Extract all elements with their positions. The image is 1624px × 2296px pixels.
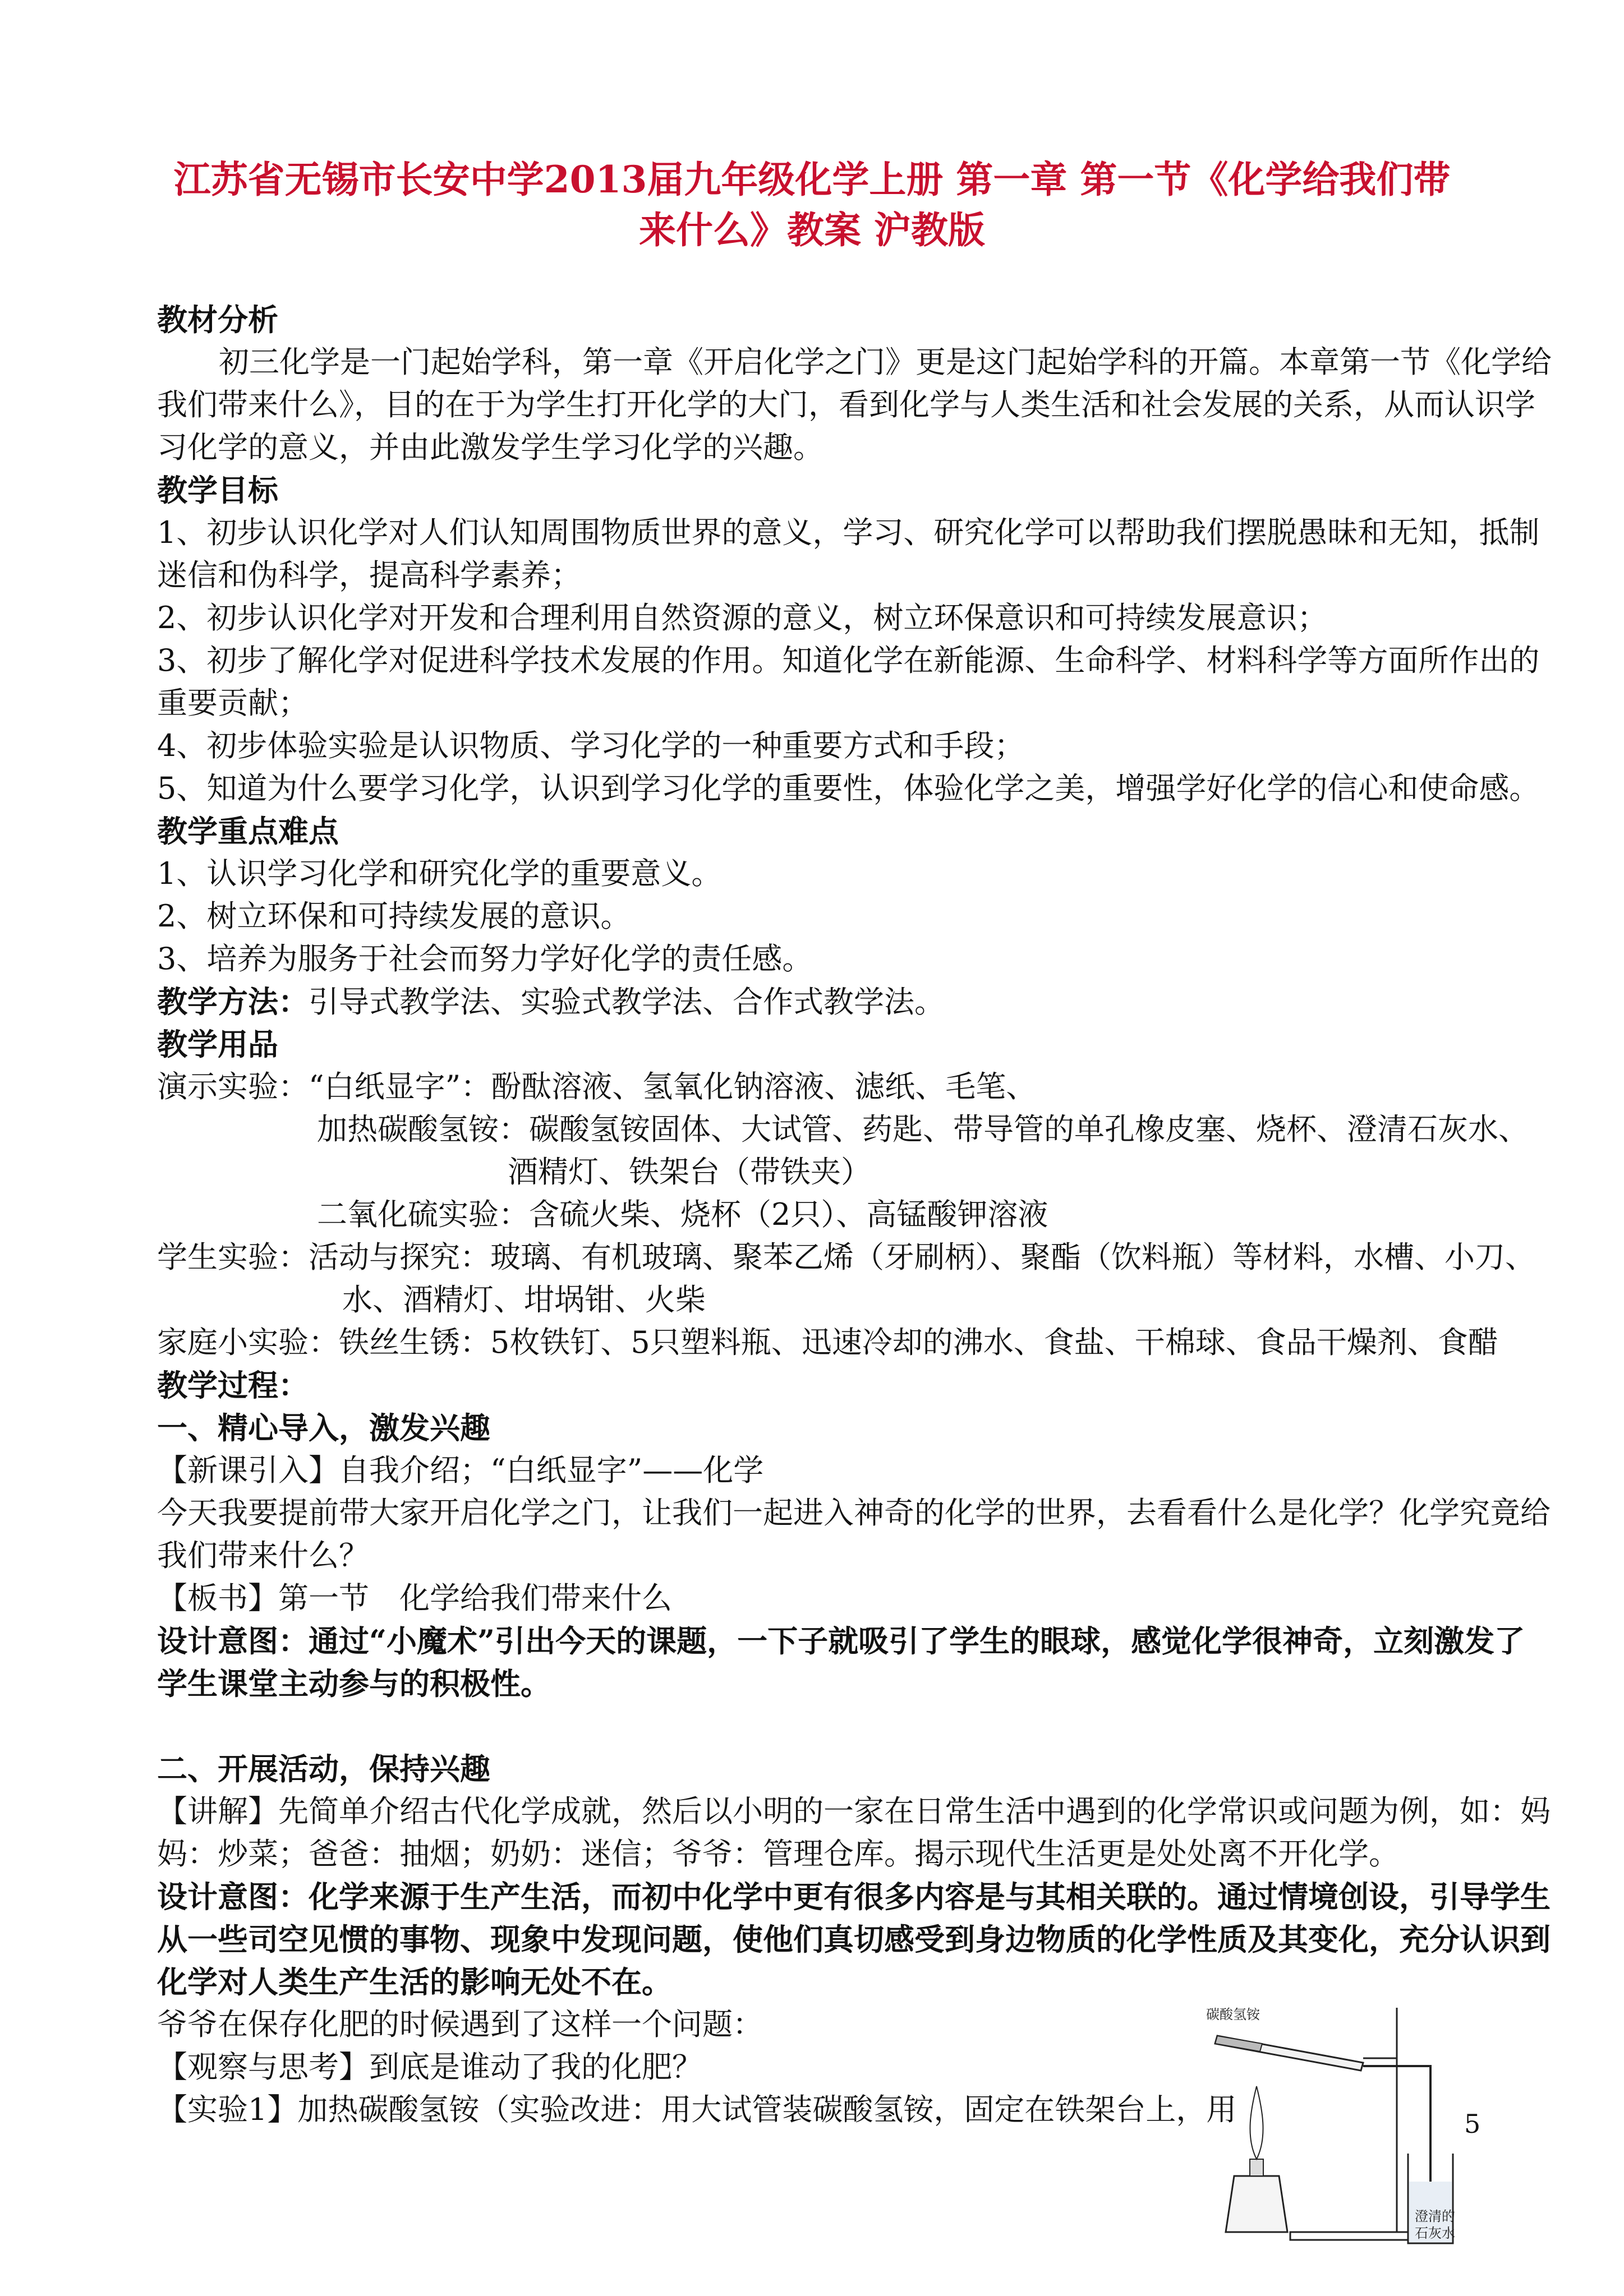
line-text-rest: 引导式教学法、实验式教学法、合作式教学法。: [309, 984, 945, 1020]
text-line: [157, 897, 631, 936]
line-text: 【新课引入】自我介绍；“白纸显字”——化学: [157, 1453, 764, 1488]
text-line: [157, 1323, 1498, 1362]
text-line: [157, 854, 721, 893]
line-text: 教学重点难点: [157, 813, 339, 849]
text-line: [157, 2090, 1236, 2129]
line-text: 我们带来什么？: [157, 1538, 369, 1573]
line-text: 4、初步体验实验是认识物质、学习化学的一种重要方式和手段；: [157, 728, 1025, 763]
text-line: [317, 1195, 1048, 1234]
text-line: [157, 641, 1539, 680]
line-text: 二氧化硫实验：含硫火柴、烧杯（2只）、高锰酸钾溶液: [317, 1197, 1048, 1232]
text-line: [157, 2048, 702, 2087]
line-text: 习化学的意义，并由此激发学生学习化学的兴趣。: [157, 430, 823, 465]
heading-line: [157, 471, 278, 510]
text-line: [157, 385, 1535, 425]
spirit-lamp: [1226, 2176, 1287, 2232]
heading-line: [157, 1749, 490, 1788]
page-number: 5: [1464, 2109, 1481, 2139]
heading-line: [157, 1621, 1525, 1661]
solid-sample: [1215, 2036, 1262, 2051]
line-text: 今天我要提前带大家开启化学之门，让我们一起进入神奇的化学的世界，去看看什么是化学？化学究竟给: [157, 1495, 1551, 1530]
text-line: [157, 1067, 1036, 1106]
line-text: 初三化学是一门起始学科，第一章《开启化学之门》更是这门起始学科的开篇。本章第一节《化学给: [219, 344, 1552, 380]
heading-line: [157, 982, 945, 1022]
line-text: 酒精灯、铁架台（带铁夹）: [508, 1154, 871, 1190]
text-line: [157, 1451, 763, 1490]
heading-line: [157, 300, 278, 339]
text-line: [157, 726, 1024, 766]
flame-icon: [1250, 2086, 1263, 2159]
line-text: 3、培养为服务于社会而努力学好化学的责任感。: [157, 941, 813, 976]
line-text: 重要贡献；: [157, 685, 309, 721]
text-line: [157, 1792, 1551, 1831]
line-text: 教学过程：: [157, 1367, 309, 1403]
line-text: 教学目标: [157, 472, 278, 508]
line-text: 学生课堂主动参与的积极性。: [157, 1666, 551, 1702]
text-line: [157, 2005, 763, 2044]
line-text: 妈：炒菜；爸爸：抽烟；奶奶：迷信；爷爷：管理仓库。揭示现代生活更是处处离不开化学。: [157, 1836, 1399, 1871]
line-text: 家庭小实验：铁丝生锈：5枚铁钉、5只塑料瓶、迅速冷却的沸水、食盐、干棉球、食品干燥剂、食醋: [157, 1325, 1498, 1360]
text-line: [157, 598, 1327, 638]
text-line: [508, 1152, 871, 1192]
heading-line: [157, 812, 339, 851]
line-text: 教学方法：: [157, 984, 309, 1020]
heading-line: [157, 1408, 490, 1447]
figure-label-limewater-1: 澄清的: [1415, 2209, 1455, 2224]
line-text: 【板书】第一节 化学给我们带来什么: [157, 1580, 672, 1616]
line-text: 3、初步了解化学对促进科学技术发展的作用。知道化学在新能源、生命科学、材料科学等方面所作出的: [157, 643, 1540, 678]
text-line: [157, 513, 1539, 552]
line-text: 水、酒精灯、坩埚钳、火柴: [342, 1282, 706, 1317]
heading-line: [157, 1962, 672, 2002]
text-line: [157, 1238, 1535, 1277]
text-line: [157, 1536, 369, 1575]
text-line: [157, 1579, 672, 1618]
figure-label-ammonium-bicarbonate: 碳酸氢铵: [1206, 2007, 1260, 2022]
line-text: 2、初步认识化学对开发和合理利用自然资源的意义，树立环保意识和可持续发展意识；: [157, 600, 1328, 635]
heading-line: [157, 1664, 551, 1703]
line-text: 我们带来什么》，目的在于为学生打开化学的大门，看到化学与人类生活和社会发展的关系，从而认识学: [157, 387, 1535, 422]
heading-line: [157, 1366, 309, 1405]
document-title-line-1: 江苏省无锡市长安中学2013届九年级化学上册 第一章 第一节《化学给我们带: [173, 158, 1451, 201]
figure-label-limewater-2: 石灰水: [1415, 2225, 1455, 2241]
line-text: 【实验1】加热碳酸氢铵（实验改进：用大试管装碳酸氢铵，固定在铁架台上，用: [157, 2092, 1237, 2127]
text-line: [342, 1280, 706, 1320]
line-text: 演示实验：“白纸显字”：酚酞溶液、氢氧化钠溶液、滤纸、毛笔、: [157, 1069, 1037, 1104]
line-text: 爷爷在保存化肥的时候遇到了这样一个问题：: [157, 2007, 763, 2042]
text-line: [157, 556, 581, 595]
apparatus-figure: [1195, 1997, 1464, 2266]
line-text: 教材分析: [157, 302, 278, 338]
lamp-wick-holder: [1250, 2159, 1263, 2176]
line-text: 【观察与思考】到底是谁动了我的化肥？: [157, 2049, 702, 2085]
line-text: 学生实验：活动与探究：玻璃、有机玻璃、聚苯乙烯（牙刷柄）、聚酯（饮料瓶）等材料，水槽、小刀、: [157, 1239, 1535, 1275]
line-text: 设计意图：化学来源于生产生活，而初中化学中更有很多内容是与其相关联的。通过情境创设，引导学生: [157, 1879, 1551, 1915]
line-text: 设计意图：通过“小魔术”引出今天的课题，一下子就吸引了学生的眼球，感觉化学很神奇，立刻激发了: [157, 1623, 1525, 1659]
text-line: [157, 428, 823, 467]
document-title-line-2: 来什么》教案 沪教版: [639, 208, 985, 252]
line-text: 加热碳酸氢铵：碳酸氢铵固体、大试管、药匙、带导管的单孔橡皮塞、烧杯、澄清石灰水、: [317, 1112, 1529, 1147]
text-line: [157, 1834, 1399, 1874]
text-line: [157, 684, 309, 723]
text-line: [219, 343, 1552, 382]
iron-stand-base: [1290, 2232, 1408, 2240]
text-line: [157, 939, 812, 979]
line-text: 化学对人类生产生活的影响无处不在。: [157, 1964, 672, 2000]
line-text: 2、树立环保和可持续发展的意识。: [157, 898, 631, 934]
line-text: 教学用品: [157, 1026, 278, 1062]
line-text: 二、开展活动，保持兴趣: [157, 1751, 490, 1787]
line-text: 1、认识学习化学和研究化学的重要意义。: [157, 856, 722, 891]
line-text: 迷信和伪科学，提高科学素养；: [157, 557, 581, 593]
heading-line: [157, 1920, 1551, 1959]
heading-line: [157, 1877, 1551, 1916]
line-text: 从一些司空见惯的事物、现象中发现问题，使他们真切感受到身边物质的化学性质及其变化，充分认识到: [157, 1921, 1551, 1957]
line-text: 【讲解】先简单介绍古代化学成就，然后以小明的一家在日常生活中遇到的化学常识或问题为例，如：妈: [157, 1794, 1551, 1829]
text-line: [157, 769, 1539, 808]
text-line: [317, 1110, 1529, 1149]
line-text: 一、精心导入，激发兴趣: [157, 1410, 490, 1446]
heading-line: [157, 1025, 278, 1064]
text-line: [157, 1493, 1551, 1533]
line-text: 1、初步认识化学对人们认知周围物质世界的意义，学习、研究化学可以帮助我们摆脱愚昧和无知，抵制: [157, 515, 1540, 550]
line-text: 5、知道为什么要学习化学，认识到学习化学的重要性，体验化学之美，增强学好化学的信心和使命感。: [157, 771, 1540, 806]
